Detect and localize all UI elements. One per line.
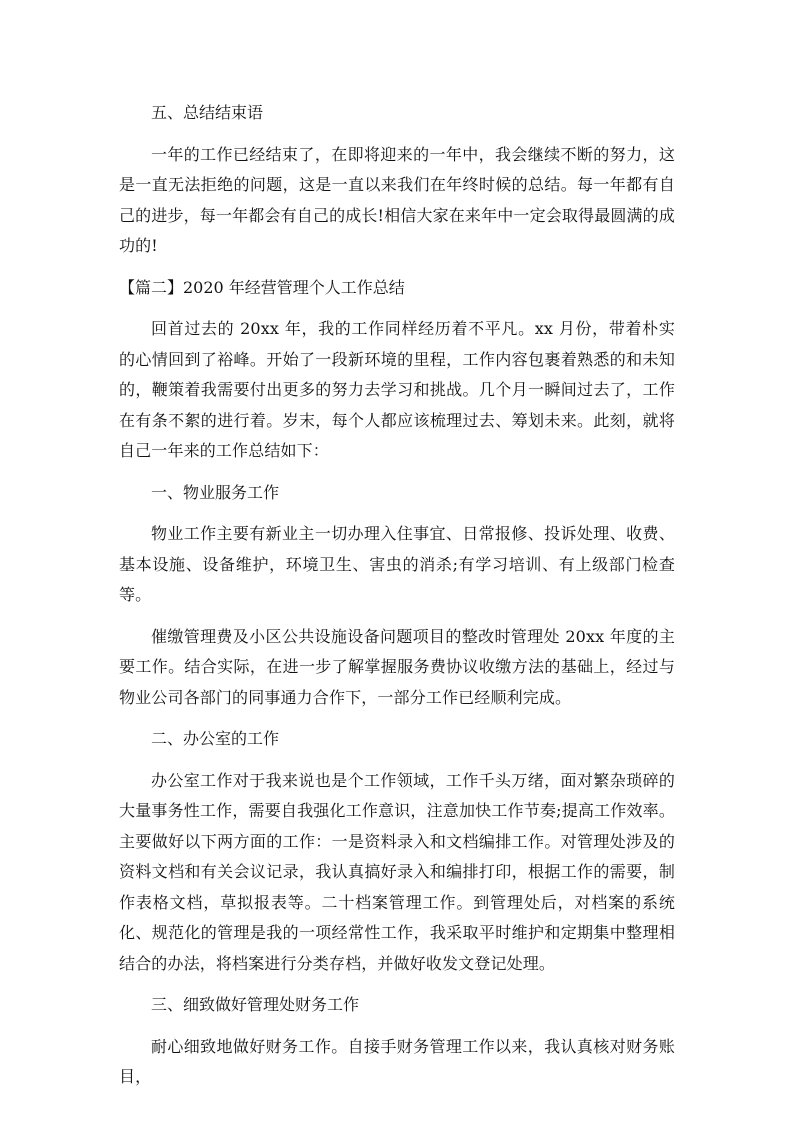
section-heading-property-service: 一、物业服务工作 <box>151 482 280 502</box>
part-two-title: 【篇二】2020 年经营管理个人工作总结 <box>119 277 405 297</box>
intro-paragraph: 回首过去的 20xx 年，我的工作同样经历着不平凡。xx 月份，带着朴实的心情回到了裕峰。开始了一段新环境的里程，工作内容包裹着熟悉的和未知的，鞭策着我需要付出更多的努力去学习和挑战。几个月一瞬间过去了，工作在有条不絮的进行着。岁末，每个人都应该梳理过去、筹划未来。此刻，就将自己一年来的工作总结如下： <box>119 319 675 460</box>
document-body <box>119 98 675 1104</box>
section-heading-finance: 三、细致做好管理处财务工作 <box>151 995 360 1014</box>
summary-paragraph: 一年的工作已经结束了，在即将迎来的一年中，我会继续不断的努力，这是一直无法拒绝的问题，这是一直以来我们在年终时候的总结。每一年都有自己的进步，每一年都会有自己的成长!相信大家在来年中一定会取得最圆满的成功的! <box>119 144 675 255</box>
section-heading-office-work: 二、办公室的工作 <box>151 729 280 748</box>
finance-paragraph: 耐心细致地做好财务工作。自接手财务管理工作以来，我认真核对财务账目， <box>119 1036 675 1086</box>
property-service-paragraph-1: 物业工作主要有新业主一切办理入住事宜、日常报修、投诉处理、收费、基本设施、设备维护，环境卫生、害虫的消杀;有学习培训、有上级部门检查等。 <box>119 524 675 604</box>
section-heading-summary: 五、总结结束语 <box>151 103 264 122</box>
office-work-paragraph: 办公室工作对于我来说也是个工作领域，工作千头万绪，面对繁杂琐碎的大量事务性工作，需要自我强化工作意识，注意加快工作节奏;提高工作效率。主要做好以下两方面的工作：一是资料录入和文档编排工作。对管理处涉及的资料文档和有关会议记录，我认真搞好录入和编排打印，根据工作的需要，制作表格文档，草拟报表等。二十档案管理工作。到管理处后，对档案的系统化、规范化的管理是我的一项经常性工作，我采取平时维护和定期集中整理相结合的办法，将档案进行分类存档，并做好收发文登记处理。 <box>119 770 675 973</box>
property-service-paragraph-2: 催缴管理费及小区公共设施设备问题项目的整改时管理处 20xx 年度的主要工作。结合实际，在进一步了解掌握服务费协议收缴方法的基础上，经过与物业公司各部门的同事通力合作下，一部分工作已经顺利完成。 <box>119 626 675 707</box>
